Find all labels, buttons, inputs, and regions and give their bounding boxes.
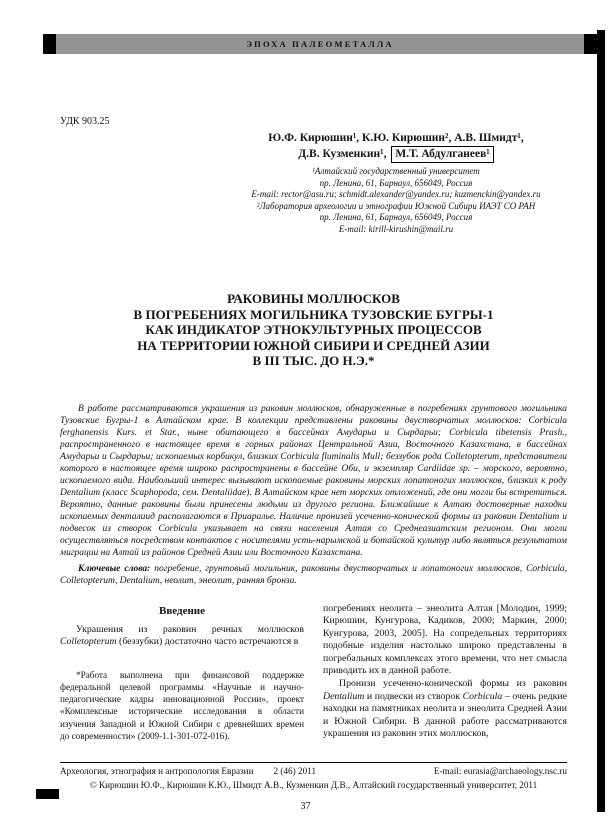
authors-line-1: Ю.Ф. Кирюшин¹, К.Ю. Кирюшин², А.В. Шмидт¹, [268,132,524,144]
right-column [323,603,567,742]
two-column-body [60,603,567,742]
author-abdulganeev-boxed: М.Т. Абдулганеев¹ [391,146,493,163]
keywords-text: погребение, грунтовый могильник, раковины двустворчатых и лопатоногих моллюсков, Corbicula, Colletopterum, Dentalium, неолит, энеолит, ранняя бронза. [60,563,567,586]
footer-journal-line [60,766,567,778]
page-number: 37 [0,801,611,812]
article-title-line: НА ТЕРРИТОРИИ ЮЖНОЙ СИБИРИ И СРЕДНЕЙ АЗИИ [137,337,490,353]
section-heading-introduction: Введение [158,604,206,617]
second-paragraph: Пронизи усеченно-конической формы из раковин Dentalium и подвески из створок Corbicula – очень редкие находки на памятниках неолита и энеолита Средней Азии и Южной Сибири. В данной работе рассматриваются украшения из раковин этих моллюсков, [323,678,567,740]
funding-footnote: *Работа выполнена при финансовой поддержке федеральной целевой программы «Научные и научно-педагогические кадры инновационной России», проект «Комплексные исторические исследования в области изучения Западной и Южной Сибири с древнейших времен до современности» (2009-1.1-301-072-016). [60,669,304,741]
affiliations-block [225,166,567,235]
keywords-paragraph [60,563,567,587]
journal-section-banner [43,34,597,54]
article-title-line: В III ТЫС. ДО Н.Э.* [252,353,375,368]
article-title-line: КАК ИНДИКАТОР ЭТНОКУЛЬТУРНЫХ ПРОЦЕССОВ [145,322,482,337]
banner-left-cap [43,34,56,54]
banner-title: ЭПОХА ПАЛЕОМЕТАЛЛА [246,39,394,49]
journal-name: Археология, этнография и антропология Евразии [60,766,254,776]
affiliation-2-address: пр. Ленина, 61, Барнаул, 656049, Россия [319,212,473,222]
scan-artifact-right-edge [597,30,605,812]
article-title-line: РАКОВИНЫ МОЛЛЮСКОВ [227,291,400,306]
journal-name-and-issue [60,766,316,778]
footer-email: E-mail: eurasia@archaeology.nsc.ru [433,766,567,776]
left-column [60,603,304,742]
affiliation-2-name: ²Лаборатория археологии и этнографии Южной Сибири ИАЭТ СО РАН [256,200,536,211]
affiliation-1-name: ¹Алтайский государственный университет [312,166,480,176]
abstract-paragraph: В работе рассматриваются украшения из раковин моллюсков, обнаруженные в погребениях грунтового могильника Тузовские Бугры-1 в Алтайском крае. В коллекции представлены раковины двустворчатых моллюсков: Corbicula ferghanensis Kurs. et Star., ныне обитающего в бассейнах Амударьи и Сырдарьи; Corbicula tibetensis Prash., распространенного в настоящее время в горных районах Центральной Азии, Восточного Казахстана, в бассейнах Амударьи и Сырдарьи; ископаемых корбикул, близких Corbicula fluminalis Mull; беззубок рода Colletopterum, представители которого в настоящее время широко распространены в бассейне Оби, и экземпляр Cardiidae sp. – морского, вероятно, ископаемого вида. Наибольший интерес вызывают ископаемые раковины морских лопатоногих моллюсков, близких к роду Dentalium (класс Scaphopoda, сем. Dentaliidae). В Алтайском крае нет морских отложений, где они могли бы встретиться. Вероятно, данные раковины были принесены людьми из другого региона. Ближайшие к Алтаю достоверные находки ископаемых денталиид располагаются в Приаралье. Наличие пронизей усеченно-конической формы из раковин Dentalium и подвесок из створок Corbicula указывает на связи населения Алтая со Среднеазиатским регионом. Они могли осуществляться посредством контактов с носителями усть-нарымской и ботайской культур либо являться результатом миграции на Алтай из районов Средней Азии или Восточного Казахстана. [60,403,567,558]
banner-right-cap [584,34,597,54]
continuation-paragraph: погребениях неолита – энеолита Алтая [Молодин, 1999; Кирюшин, Кунгурова, Кадиков, 2000; Маркин, 2000; Кунгурова, 2003, 2005]. На сопредельных территориях подобные изделия настолько широко представлены в погребальных комплексах этого времени, что нет смысла приводить их в данной работе. [323,602,567,677]
affiliation-2-email: E-mail: kirill-kirushin@mail.ru [338,223,454,234]
authors-block [225,131,567,235]
issue-info: 2 (46) 2011 [273,766,317,776]
footer-divider [60,762,567,763]
copyright-line: © Кирюшин Ю.Ф., Кирюшин К.Ю., Шмидт А.В., Кузменкин Д.В., Алтайский государственный университет, 2011 [89,779,538,790]
affiliation-1-email: E-mail: rector@asu.ru; schmidt.alexander@yandex.ru; kuzmenckin@yandex.ru [251,189,541,199]
article-title [60,291,567,369]
intro-paragraph: Украшения из раковин речных моллюсков Colletopterum (беззубки) достаточно часто встречаются в [60,623,304,648]
affiliation-1-address: пр. Ленина, 61, Барнаул, 656049, Россия [319,177,473,188]
author-kuzmenkin: Д.В. Кузменкин¹, [298,148,387,160]
scan-artifact-bottom-left [36,789,59,799]
authors-line-2 [225,146,567,163]
article-title-line: В ПОГРЕБЕНИЯХ МОГИЛЬНИКА ТУЗОВСКИЕ БУГРЫ-1 [133,306,494,322]
keywords-label: Ключевые слова: [78,563,151,574]
page-footer [60,762,567,791]
udc-code: УДК 903.25 [60,116,110,127]
